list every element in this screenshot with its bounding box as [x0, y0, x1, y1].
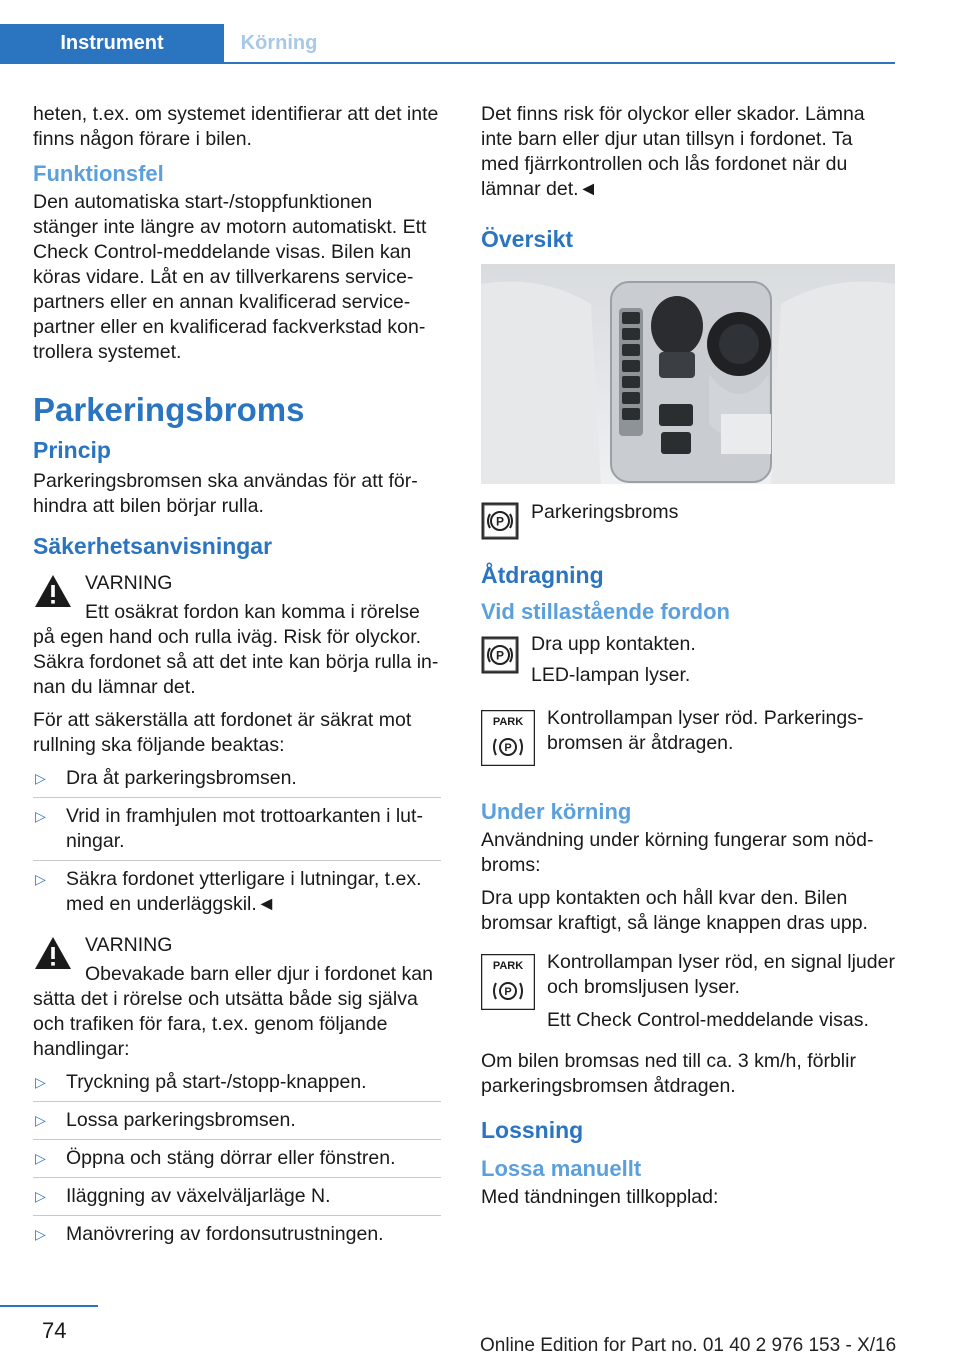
- driving-park-text-2: Ett Check Control-meddelande visas.: [547, 1009, 869, 1031]
- svg-text:P: P: [504, 986, 512, 998]
- manual-text: Med tändningen tillkopplad:: [481, 1186, 719, 1208]
- list-item: ▷ Manövrering av fordonsutrustningen.: [35, 1223, 384, 1245]
- parking-brake-switch-icon: [481, 636, 519, 674]
- warning-1-text2: För att säkerställa att fordonet är säkrat mot rullning ska följande beaktas:: [33, 709, 412, 756]
- warning-triangle-icon: [33, 573, 73, 609]
- park-label: PARK: [492, 716, 524, 728]
- apply-heading: Åtdragning: [481, 562, 604, 588]
- left-column: [33, 102, 441, 1261]
- warning-block-1: [33, 571, 441, 700]
- warning-1-list: [33, 766, 441, 923]
- list-item: ▷ Iläggning av växelväljarläge N.: [33, 1184, 441, 1216]
- stationary-park-row: [481, 706, 895, 768]
- list-item: ▷ Tryckning på start-/stopp-knappen.: [33, 1070, 441, 1102]
- triangle-bullet-icon: ▷: [35, 1226, 46, 1242]
- list-item: ▷ Öppna och stäng dörrar eller fönstren.: [33, 1146, 441, 1178]
- driving-heading: Under körning: [481, 799, 632, 824]
- speed-text: Om bilen bromsas ned till ca. 3 km/h, förblir parkeringsbromsen åtdragen.: [481, 1050, 856, 1097]
- overview-caption-row: [481, 498, 895, 544]
- stationary-line-1: Dra upp kontakten.: [531, 633, 696, 655]
- manual-heading: Lossa manuellt: [481, 1156, 642, 1181]
- triangle-bullet-icon: ▷: [35, 1150, 46, 1166]
- park-label: PARK: [492, 960, 524, 972]
- driving-text-2: Dra upp kontakten och håll kvar den. Bilen bromsar kraftigt, så länge knappen dras upp.: [481, 887, 868, 934]
- warning-triangle-icon: [33, 935, 73, 971]
- warning-block-2: [33, 933, 441, 1062]
- principle-text: Parkeringsbromsen ska användas för att förhindra att bilen börjar rulla.: [33, 470, 418, 517]
- section-title: Parkeringsbroms: [33, 391, 305, 428]
- footer-divider: [0, 1305, 98, 1307]
- triangle-bullet-icon: ▷: [35, 1188, 46, 1204]
- triangle-bullet-icon: ▷: [35, 1112, 46, 1128]
- principle-heading: Princip: [33, 437, 111, 463]
- risk-paragraph: Det finns risk för olyckor eller skador. Lämna inte barn eller djur utan tillsyn i fordonet. Ta med fjärrkontrollen och lås fordonet när du lämnar det.◄: [481, 103, 865, 200]
- warning-2-text: Obevakade barn eller djur i fordonet kan sätta det i rörelse och utsätta både sig själva och trafiken för fara, t.ex. genom följande handlingar:: [33, 963, 433, 1060]
- svg-text:P: P: [495, 648, 505, 663]
- warning-2-list: [33, 1070, 441, 1253]
- warning-1-title: VARNING: [85, 572, 173, 594]
- overview-heading: Översikt: [481, 226, 574, 252]
- release-heading: Lossning: [481, 1117, 584, 1143]
- driving-park-text-1: Kontrollampan lyser röd, en signal ljuder och bromsljusen lyser.: [547, 951, 895, 998]
- triangle-bullet-icon: ▷: [35, 871, 46, 887]
- safety-heading: Säkerhetsanvisningar: [33, 533, 273, 559]
- stationary-line-2: LED-lampan lyser.: [531, 664, 691, 686]
- tab-korning[interactable]: Körning: [240, 32, 318, 54]
- tab-instrument[interactable]: Instrument: [0, 24, 224, 62]
- fault-heading: Funktionsfel: [33, 161, 164, 186]
- driving-park-row: [481, 950, 895, 1033]
- warning-1-text: Ett osäkrat fordon kan komma i rörelse på egen hand och rulla iväg. Risk för olyckor. Säkra fordonet så att det inte kan börja rulla innan du lämnar det.: [33, 601, 439, 698]
- edition-footer: Online Edition for Part no. 01 40 2 976 153 - X/16: [480, 1335, 897, 1356]
- overview-caption: Parkeringsbroms: [531, 501, 679, 523]
- svg-text:P: P: [504, 742, 512, 754]
- list-item: ▷ Dra åt parkeringsbromsen.: [33, 766, 441, 798]
- triangle-bullet-icon: ▷: [35, 770, 46, 786]
- stationary-row: [481, 632, 895, 688]
- page-number: 74: [42, 1318, 67, 1343]
- stationary-park-text: Kontrollampan lyser röd. Parkeringsbromsen är åtdragen.: [547, 707, 864, 754]
- center-console-photo: [481, 264, 895, 484]
- triangle-bullet-icon: ▷: [35, 808, 46, 824]
- list-item: ▷ Vrid in framhjulen mot trottoarkanten i lutningar.: [33, 804, 441, 861]
- parking-brake-switch-icon: [481, 502, 519, 540]
- svg-text:P: P: [495, 514, 505, 529]
- fault-text: Den automatiska start-/stoppfunktionen stänger inte längre av motorn automatiskt. Ett Check Control-meddelande visas. Bilen kan köras vidare. Låt en av tillverkarens servicepartners eller en annan kvalificerad servicepartner eller en kvalificerad fackverkstad kontrollera systemet.: [33, 191, 427, 363]
- list-item: ▷ Säkra fordonet ytterligare i lutningar, t.ex. med en underläggskil.◄: [35, 868, 422, 915]
- list-item: ▷ Lossa parkeringsbromsen.: [33, 1108, 441, 1140]
- driving-text-1: Användning under körning fungerar som nödbroms:: [481, 829, 874, 876]
- header-tabbar: [0, 24, 895, 64]
- triangle-bullet-icon: ▷: [35, 1074, 46, 1090]
- right-column: [481, 102, 895, 1218]
- warning-2-title: VARNING: [85, 934, 173, 956]
- intro-paragraph: heten, t.ex. om systemet identifierar att det inte finns någon förare i bilen.: [33, 103, 439, 150]
- stationary-heading: Vid stillastående fordon: [481, 599, 730, 624]
